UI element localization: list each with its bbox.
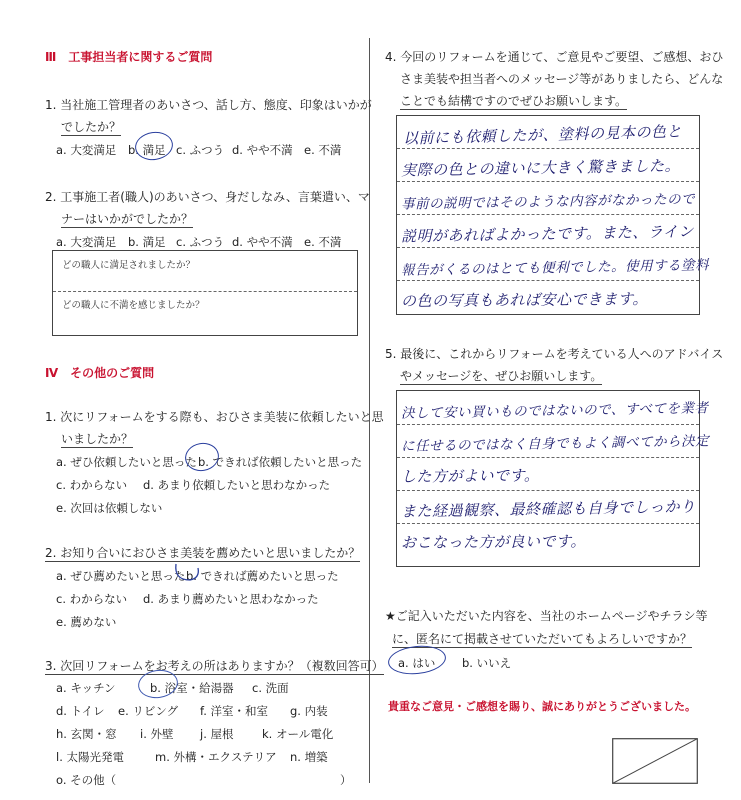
q4-rule-4 [397,247,699,248]
s4-q3-opt-g[interactable]: g. 内装 [290,704,328,718]
s4-q3-opt-e[interactable]: e. リビング [118,704,179,718]
s4-q3-opt-o-close: ） [340,773,352,787]
s4-q3-opt-l[interactable]: l. 太陽光発電 [56,750,125,764]
s4-q2-answer-mark [172,560,202,584]
office-stamp-box [612,738,698,784]
s4-q1-line2: いましたか？ [61,432,134,446]
q4-answer-line-4: 説明があればよかったです。また、ライン [400,222,695,246]
s3-q1-line2: でしたか？ [61,120,122,134]
q5-answer-line-2: に任せるのではなく自身でもよく調べてから決定 [400,433,710,455]
s3-q1-opt-d[interactable]: d. やや不満 [232,143,293,157]
s4-q3-opt-c[interactable]: c. 洗面 [252,681,289,695]
box-dashed-line [53,291,357,292]
s4-q5-answer-box[interactable] [396,390,710,567]
s4-q4-line1: 4. 今回のリフォームを通じて、ご意見やご要望、ご感想、おひ [385,50,724,64]
q4-answer-line-1: 以前にも依頼したが、塗料の見本の色と [402,122,683,148]
s4-q5-line2: やメッセージを、ぜひお願いします。 [400,369,603,383]
s4-q3-opt-a[interactable]: a. キッチン [56,681,116,695]
q4-answer-line-3: 事前の説明ではそのような内容がなかったので [400,191,696,213]
s4-q2-opt-e[interactable]: e. 薦めない [56,615,117,629]
thanks-message: 貴重なご意見・ご感想を賜り、誠にありがとうございました。 [388,700,696,713]
s4-q1-opt-e[interactable]: e. 次回は依頼しない [56,501,163,515]
s4-q3-opt-j[interactable]: j. 屋根 [200,727,234,741]
q4-rule-5 [397,280,699,281]
publish-no[interactable]: b. いいえ [462,656,512,670]
s4-q3-opt-h[interactable]: h. 玄関・窓 [56,727,117,741]
craftsman-feedback-box [52,250,358,336]
s4-q4-line3: ことでも結構ですのでぜひお願いします。 [400,94,628,108]
s4-q1-opt-c[interactable]: c. わからない [56,478,128,492]
s4-q2-opt-a[interactable]: a. ぜひ薦めたいと思った [56,569,186,583]
s4-q4-line2: さま美装や担当者へのメッセージ等がありましたら、どんな [400,72,724,86]
q4-answer-line-6: の色の写真もあれば安心できます。 [400,289,648,311]
q4-rule-2 [397,181,699,182]
s3-q1-opt-a[interactable]: a. 大変満足 [56,143,117,157]
s3-q2-line2: ナーはいかがでしたか？ [61,212,194,226]
publish-answer-circle [387,643,448,677]
q4-answer-line-2: 実際の色との違いに大きく驚きました。 [400,156,681,180]
q4-rule-1 [397,148,699,149]
s4-q3-opt-d[interactable]: d. トイレ [56,704,105,718]
s3-q1-opt-b[interactable]: b. 満足 [128,143,166,157]
q5-answer-line-3: した方がよいです。 [400,466,540,486]
publish-line2: に、匿名にて掲載させていただいてもよろしいですか？ [392,632,693,646]
s4-q3-opt-b[interactable]: b. 浴室・給湯器 [150,681,234,695]
s4-q3-opt-o[interactable]: o. その他（ [56,773,117,787]
box-unsatisfied-label: どの職人に不満を感じましたか？ [62,300,205,311]
q5-rule-3 [397,490,699,491]
s3-q1-line1: 1. 当社施工管理者のあいさつ、話し方、態度、印象はいかが [45,98,372,112]
s3-q2-opt-a[interactable]: a. 大変満足 [56,235,117,249]
s3-q2-opt-d[interactable]: d. やや不満 [232,235,293,249]
q4-rule-3 [397,214,699,215]
s3-q2-line1: 2. 工事施工者(職人)のあいさつ、身だしなみ、言葉遣い、マ [45,190,370,204]
publish-yes[interactable]: a. はい [398,656,436,670]
s4-q3-opt-m[interactable]: m. 外構・エクステリア [155,750,277,764]
s4-q2-opt-c[interactable]: c. わからない [56,592,128,606]
box-satisfied-label: どの職人に満足されましたか？ [62,260,196,271]
s4-q3-opt-i[interactable]: i. 外壁 [140,727,174,741]
section3-title: Ⅲ 工事担当者に関するご質問 [45,50,213,64]
s4-q3-opt-n[interactable]: n. 増築 [290,750,328,764]
s4-q1-line1: 1. 次にリフォームをする際も、おひさま美装に依頼したいと思 [45,410,384,424]
s4-q3-opt-k[interactable]: k. オール電化 [262,727,334,741]
s4-q2-line1: 2. お知り合いにおひさま美装を薦めたいと思いましたか？ [45,546,361,560]
section4-title: Ⅳ その他のご質問 [45,366,155,380]
s4-q1-opt-b[interactable]: b. できれば依頼したいと思った [198,455,363,469]
s3-q2-opt-e[interactable]: e. 不満 [304,235,342,249]
publish-line1: ★ご記入いただいた内容を、当社のホームページやチラシ等 [385,609,708,623]
q5-rule-4 [397,523,699,524]
s4-q3-line1: 3. 次回リフォームをお考えの所はありますか？（複数回答可） [45,659,384,673]
s4-q5-line1: 5. 最後に、これからリフォームを考えている人へのアドバイス [385,347,724,361]
s4-q2-opt-b[interactable]: b. できれば薦めたいと思った [186,569,339,583]
s4-q1-opt-a[interactable]: a. ぜひ依頼したいと思った [56,455,197,469]
s4-q4-answer-box[interactable] [396,115,710,315]
q4-answer-line-5: 報告がくるのはとても便利でした。使用する塗料 [400,257,710,279]
s4-q1-opt-d[interactable]: d. あまり依頼したいと思わなかった [143,478,331,492]
q5-rule-2 [397,457,699,458]
s4-q3-opt-f[interactable]: f. 洋室・和室 [200,704,269,718]
s4-q2-opt-d[interactable]: d. あまり薦めたいと思わなかった [143,592,319,606]
q5-rule-1 [397,424,699,425]
s3-q1-opt-e[interactable]: e. 不満 [304,143,342,157]
q5-answer-line-4: また経過観察、最終確認も自身でしっかり [400,497,696,521]
s3-q1-opt-c[interactable]: c. ふつう [176,143,225,157]
s3-q2-opt-c[interactable]: c. ふつう [176,235,225,249]
q5-answer-line-1: 決して安い買いものではないので、すべてを業者 [400,400,709,422]
q5-answer-line-5: おこなった方が良いです。 [400,532,586,552]
s3-q2-opt-b[interactable]: b. 満足 [128,235,166,249]
